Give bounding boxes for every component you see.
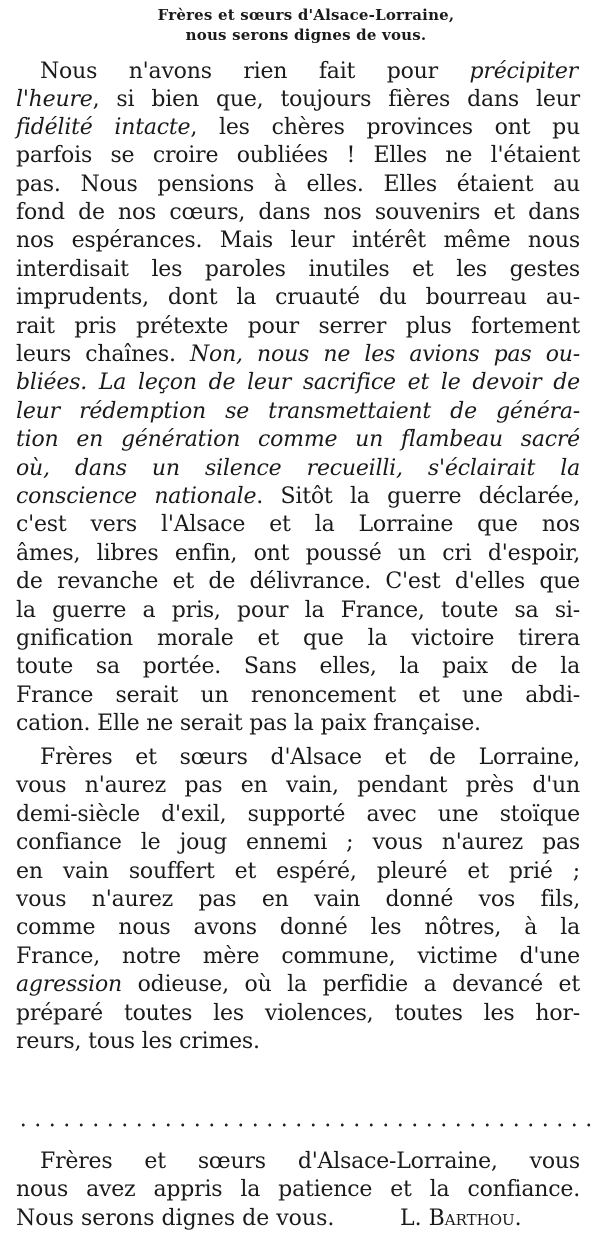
text-line: Nous n'avons rien fait pour précipiter (40, 59, 578, 84)
text-line: l'heure, si bien que, toujours fières dans leur (16, 87, 580, 112)
text-line: c'est vers l'Alsace et la Lorraine que nos (16, 512, 580, 537)
text-line: France, notre mère commune, victime d'une (16, 944, 580, 969)
text-line: cation. Elle ne serait pas la paix française. (16, 711, 481, 736)
text-line: rait pris prétexte pour serrer plus fortement (16, 314, 580, 339)
signature: L. Barthou. (400, 1206, 522, 1231)
article-heading-line-1: Frères et sœurs d'Alsace-Lorraine, (157, 6, 455, 24)
text-line: interdisait les paroles inutiles et les gestes (16, 257, 580, 282)
text-line: tion en génération comme un flambeau sacré (16, 427, 580, 452)
text-line: de revanche et de délivrance. C'est d'elles que (16, 569, 580, 594)
text-line: Frères et sœurs d'Alsace et de Lorraine, (40, 745, 580, 770)
text-line: confiance le joug ennemi ; vous n'aurez pas (16, 830, 580, 855)
text-line: Frères et sœurs d'Alsace-Lorraine, vous (40, 1149, 580, 1174)
text-line: France serait un renoncement et une abdi- (16, 683, 580, 708)
text-line: nous avez appris la patience et la confiance. (16, 1177, 580, 1202)
article-heading-line-2: nous serons dignes de vous. (185, 26, 427, 44)
text-line: en vain souffert et espéré, pleuré et prié ; (16, 859, 580, 884)
text-line: âmes, libres enfin, ont poussé un cri d'espoir, (16, 541, 580, 566)
text-line: demi-siècle d'exil, supporté avec une stoïque (16, 802, 580, 827)
closing-text: Nous serons dignes de vous. (16, 1206, 335, 1231)
text-line: parfois se croire oubliées ! Elles ne l'étaient (16, 143, 580, 168)
text-line: gnification morale et que la victoire tirera (16, 626, 580, 651)
text-line: bliées. La leçon de leur sacrifice et le devoir de (16, 370, 580, 395)
text-line: imprudents, dont la cruauté du bourreau au- (16, 285, 580, 310)
text-line: fond de nos cœurs, dans nos souvenirs et dans (16, 200, 580, 225)
dotted-separator (16, 1122, 596, 1128)
text-line: comme nous avons donné les nôtres, à la (16, 915, 580, 940)
text-line: fidélité intacte, les chères provinces ont pu (16, 115, 580, 140)
text-line: toute sa portée. Sans elles, la paix de la (16, 654, 580, 679)
text-line: nos espérances. Mais leur intérêt même nous (16, 228, 580, 253)
text-line: vous n'aurez pas en vain, pendant près d'un (16, 773, 580, 798)
text-line: conscience nationale. Sitôt la guerre déclarée, (16, 484, 581, 509)
text-line: reurs, tous les crimes. (16, 1029, 260, 1054)
text-line: leur rédemption se transmettaient de généra- (16, 399, 580, 424)
text-line: pas. Nous pensions à elles. Elles étaient au (16, 172, 580, 197)
text-line: préparé toutes les violences, toutes les hor- (16, 1001, 580, 1026)
text-line: leurs chaînes. Non, nous ne les avions pas ou- (16, 342, 580, 367)
text-line: vous n'aurez pas en vain donné vos fils, (16, 887, 580, 912)
text-line: agression odieuse, où la perfidie a devancé et (16, 972, 580, 997)
text-line: où, dans un silence recueilli, s'éclairait la (16, 456, 580, 481)
text-line: la guerre a pris, pour la France, toute sa si- (16, 598, 580, 623)
